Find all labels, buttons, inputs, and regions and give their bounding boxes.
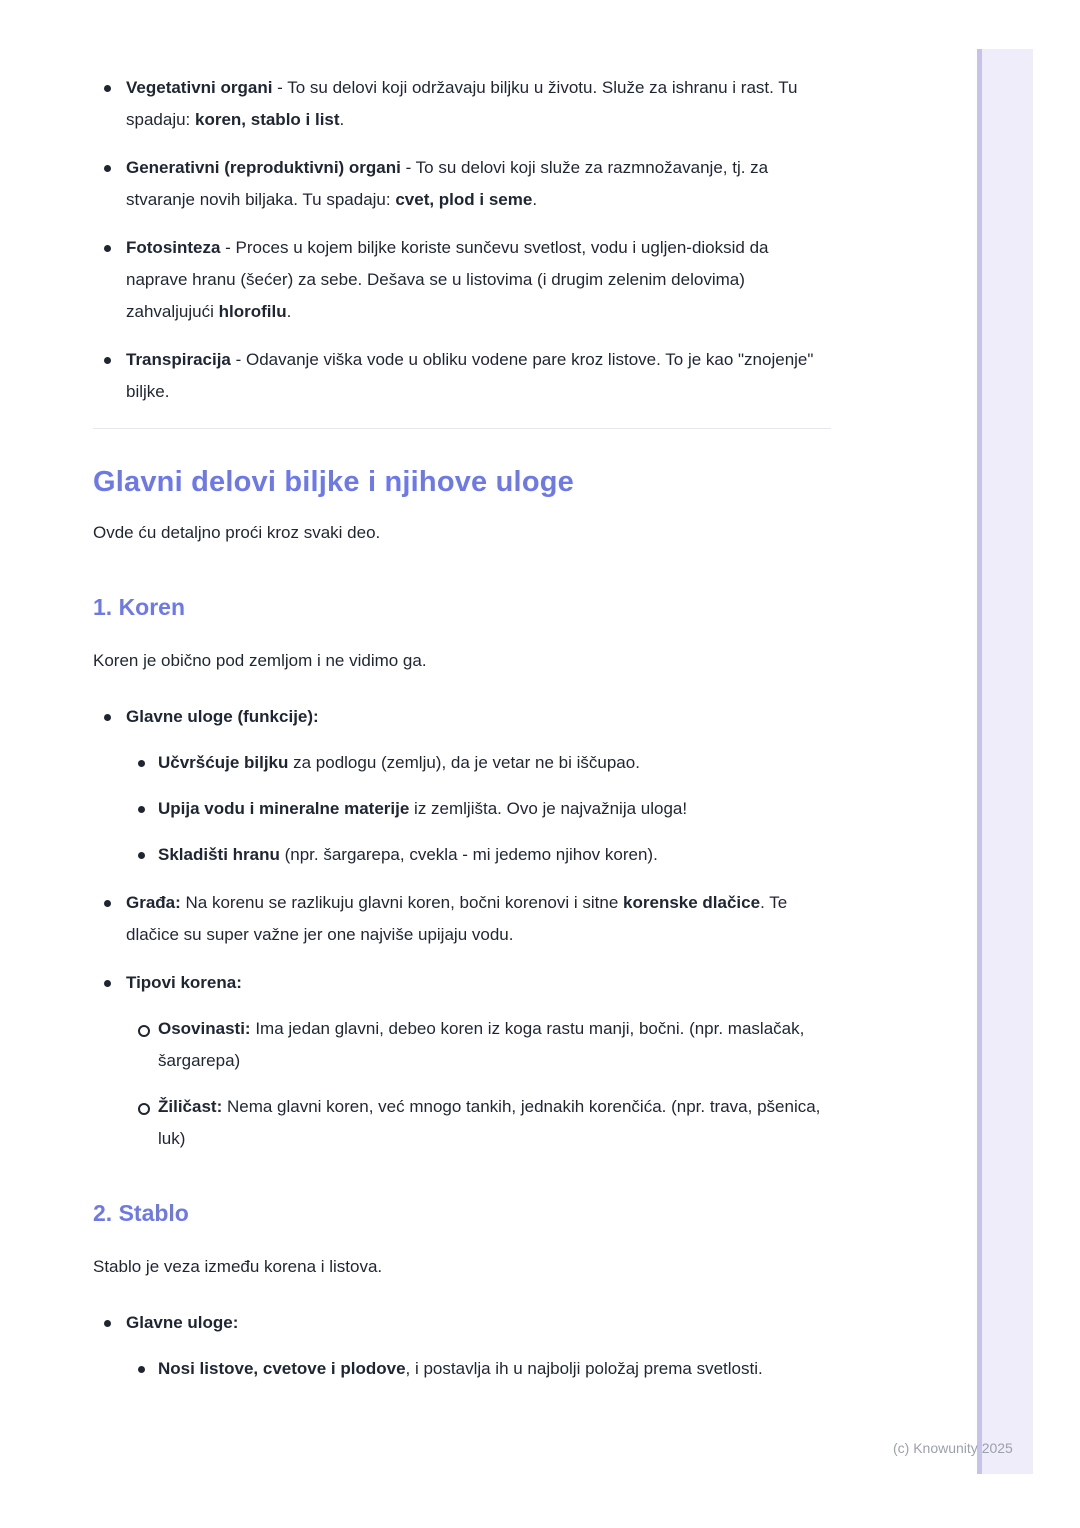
list-item-generativni-organi <box>93 152 831 216</box>
text-segment: Građa: <box>126 893 181 912</box>
koren-types-list <box>126 1013 831 1155</box>
text-segment: - To su delovi koji održavaju biljku u životu. Služe za ishranu i rast. Tu spadaju: <box>126 78 798 129</box>
list-item-nosi-listove <box>126 1353 831 1385</box>
term-definition-list <box>93 72 831 408</box>
koren-functions-list <box>126 747 831 871</box>
text-segment: Učvršćuje biljku <box>158 753 289 772</box>
text-segment: koren, stablo i list <box>195 110 340 129</box>
text-segment: . <box>532 190 538 209</box>
text-segment: Glavne uloge (funkcije): <box>126 707 319 726</box>
divider <box>93 428 831 429</box>
text-segment: Glavne uloge: <box>126 1313 239 1332</box>
text-segment: za podlogu (zemlju), da je vetar ne bi iščupao. <box>288 753 640 772</box>
list-item-transpiracija <box>93 344 831 408</box>
text-segment: cvet, plod i seme <box>395 190 533 209</box>
text-segment: . <box>339 110 345 129</box>
list-item-skladisti-hranu <box>126 839 831 871</box>
side-rail <box>977 49 1033 1474</box>
text-segment: , i postavlja ih u najbolji položaj prema svetlosti. <box>405 1359 763 1378</box>
section-title: Glavni delovi biljke i njihove uloge <box>93 466 574 498</box>
text-segment: Skladišti hranu <box>158 845 280 864</box>
text-segment: Žiličast: <box>158 1097 223 1116</box>
list-item-stablo-glavne-uloge <box>93 1307 831 1385</box>
copyright-watermark: (c) Knowunity 2025 <box>893 1440 1013 1456</box>
list-item-label <box>126 1313 238 1332</box>
list-item-tipovi-korena <box>93 967 831 1155</box>
list-item-gradja <box>93 887 831 951</box>
text-segment: Ima jedan glavni, debeo koren iz koga rastu manji, bočni. (npr. maslačak, šargarepa) <box>158 1019 805 1070</box>
subsection-koren-title: 1. Koren <box>93 594 186 620</box>
list-item-label <box>126 707 319 726</box>
koren-intro-text: Koren je obično pod zemljom i ne vidimo ga. <box>93 651 427 670</box>
text-segment: - To su delovi koji služe za razmnožavanje, tj. za stvaranje novih biljaka. Tu spadaju: <box>126 158 769 209</box>
text-segment: . <box>286 302 292 321</box>
text-segment: - Odavanje viška vode u obliku vodene pare kroz listove. To je kao "znojenje" biljke. <box>126 350 814 401</box>
section-intro-text: Ovde ću detaljno proći kroz svaki deo. <box>93 523 381 542</box>
stablo-functions-list <box>126 1353 831 1385</box>
list-item-vegetativni-organi <box>93 72 831 136</box>
list-item-ucvrscuje-biljku <box>126 747 831 779</box>
text-segment: Na korenu se razlikuju glavni koren, bočni korenovi i sitne <box>180 893 624 912</box>
text-segment: Upija vodu i mineralne materije <box>158 799 410 818</box>
text-segment: (npr. šargarepa, cvekla - mi jedemo njihov koren). <box>279 845 658 864</box>
text-segment: Transpiracija <box>126 350 231 369</box>
text-segment: Vegetativni organi <box>126 78 273 97</box>
list-item-glavne-uloge <box>93 701 831 871</box>
text-segment: hlorofilu <box>218 302 287 321</box>
list-item-fotosinteza <box>93 232 831 328</box>
list-item-zilicast <box>126 1091 831 1155</box>
text-segment: Fotosinteza <box>126 238 221 257</box>
text-segment: korenske dlačice <box>623 893 761 912</box>
stablo-list <box>93 1307 831 1385</box>
text-segment: . Te dlačice su super važne jer one najviše upijaju vodu. <box>126 893 788 944</box>
text-segment: iz zemljišta. Ovo je najvažnija uloga! <box>409 799 688 818</box>
text-segment: - Proces u kojem biljke koriste sunčevu svetlost, vodu i ugljen-dioksid da naprave hranu (šećer) za sebe. Dešava se u listovima (i drugim zelenim delovima) zahvaljujući <box>126 238 769 321</box>
text-segment: Tipovi korena: <box>126 973 242 992</box>
text-segment: Osovinasti: <box>158 1019 251 1038</box>
text-segment: Generativni (reproduktivni) organi <box>126 158 401 177</box>
list-item-upija-vodu <box>126 793 831 825</box>
subsection-stablo-title: 2. Stablo <box>93 1200 189 1226</box>
text-segment: Nema glavni koren, već mnogo tankih, jednakih korenčića. (npr. trava, pšenica, luk) <box>158 1097 821 1148</box>
document-content <box>93 48 831 1401</box>
koren-list <box>93 701 831 1155</box>
stablo-intro-text: Stablo je veza između korena i listova. <box>93 1257 383 1276</box>
list-item-osovinasti <box>126 1013 831 1077</box>
text-segment: Nosi listove, cvetove i plodove <box>158 1359 406 1378</box>
list-item-label <box>126 973 242 992</box>
